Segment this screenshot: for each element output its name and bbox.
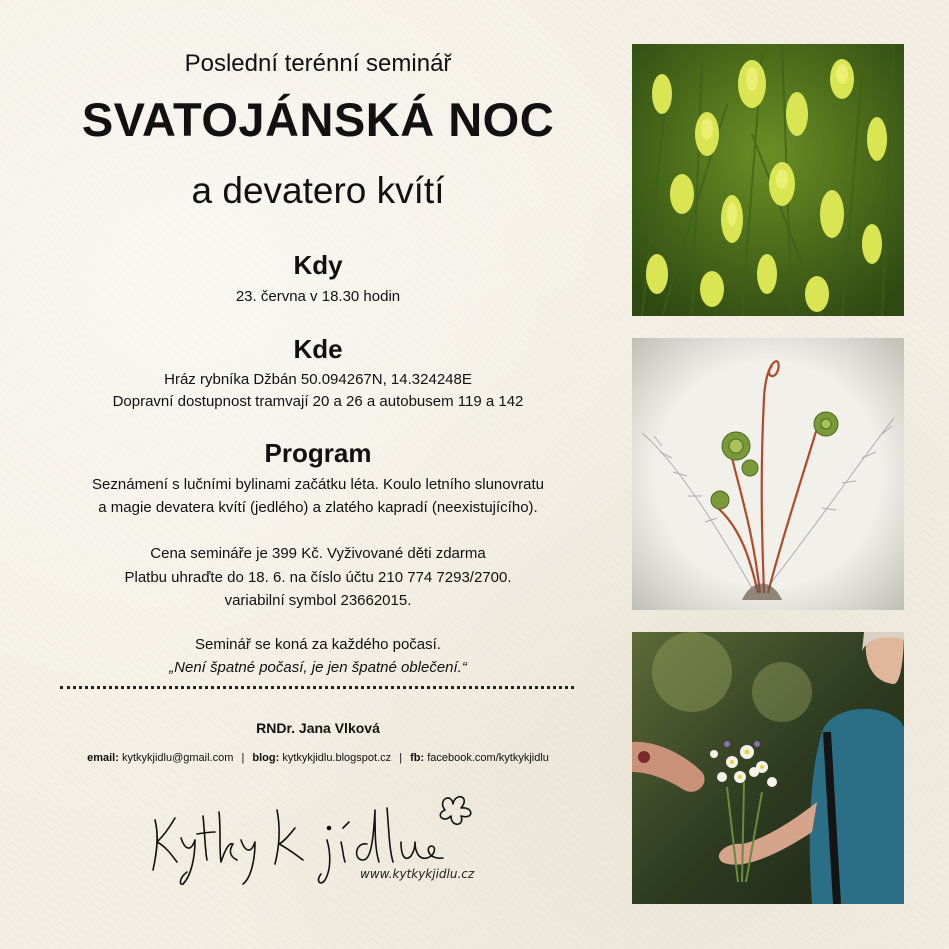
- author-name: RNDr. Jana Vlková: [256, 720, 380, 736]
- event-title: SVATOJÁNSKÁ NOC: [81, 93, 555, 146]
- email-label: email:: [87, 752, 119, 764]
- handwritten-logo-icon: [145, 780, 495, 890]
- when-value: 23. června v 18.30 hodin: [235, 288, 401, 305]
- where-heading: Kde: [293, 334, 343, 364]
- illustration-fern: [632, 338, 904, 610]
- where-transport: Dopravní dostupnost tramvají 20 a 26 a autobusem 119 a 142: [112, 393, 524, 410]
- logo-signature: [145, 780, 495, 890]
- contact-line: [0, 752, 636, 764]
- separator: |: [399, 752, 403, 764]
- weather-line: Seminář se koná za každého počasí.: [195, 636, 441, 653]
- seminar-subtitle: Poslední terénní seminář: [184, 50, 452, 77]
- program-line-1: Seznámení s lučními bylinami začátku léta. Koulo letního slunovratu: [92, 476, 544, 493]
- logo-url: www.kytkykjidlu.cz: [360, 867, 475, 881]
- blog-label: blog:: [252, 752, 280, 764]
- dotted-divider: [60, 686, 574, 689]
- blog-link[interactable]: kytkykjidlu.blogspot.cz: [282, 752, 392, 764]
- photo-bouquet-hands: [632, 632, 904, 904]
- fb-label: fb:: [410, 752, 425, 764]
- program-heading: Program: [264, 438, 372, 468]
- when-heading: Kdy: [293, 250, 343, 280]
- photo-yellow-flowers: [632, 44, 904, 316]
- weather-quote: „Není špatné počasí, je jen špatné oblečení.“: [169, 659, 467, 676]
- where-location: Hráz rybníka Džbán 50.094267N, 14.324248E: [164, 371, 472, 388]
- fb-link[interactable]: facebook.com/kytkykjidlu: [427, 752, 549, 764]
- price-line-2: Platbu uhraďte do 18. 6. na číslo účtu 210 774 7293/2700.: [124, 569, 512, 586]
- event-subtitle: a devatero kvítí: [191, 170, 445, 211]
- separator: |: [241, 752, 245, 764]
- program-line-2: a magie devatera kvítí (jedlého) a zlatého kapradí (neexistujícího).: [98, 499, 538, 516]
- price-line-1: Cena semináře je 399 Kč. Vyživované děti zdarma: [150, 545, 486, 562]
- email-link[interactable]: kytkykjidlu@gmail.com: [121, 752, 234, 764]
- price-line-3: variabilní symbol 23662015.: [224, 592, 412, 609]
